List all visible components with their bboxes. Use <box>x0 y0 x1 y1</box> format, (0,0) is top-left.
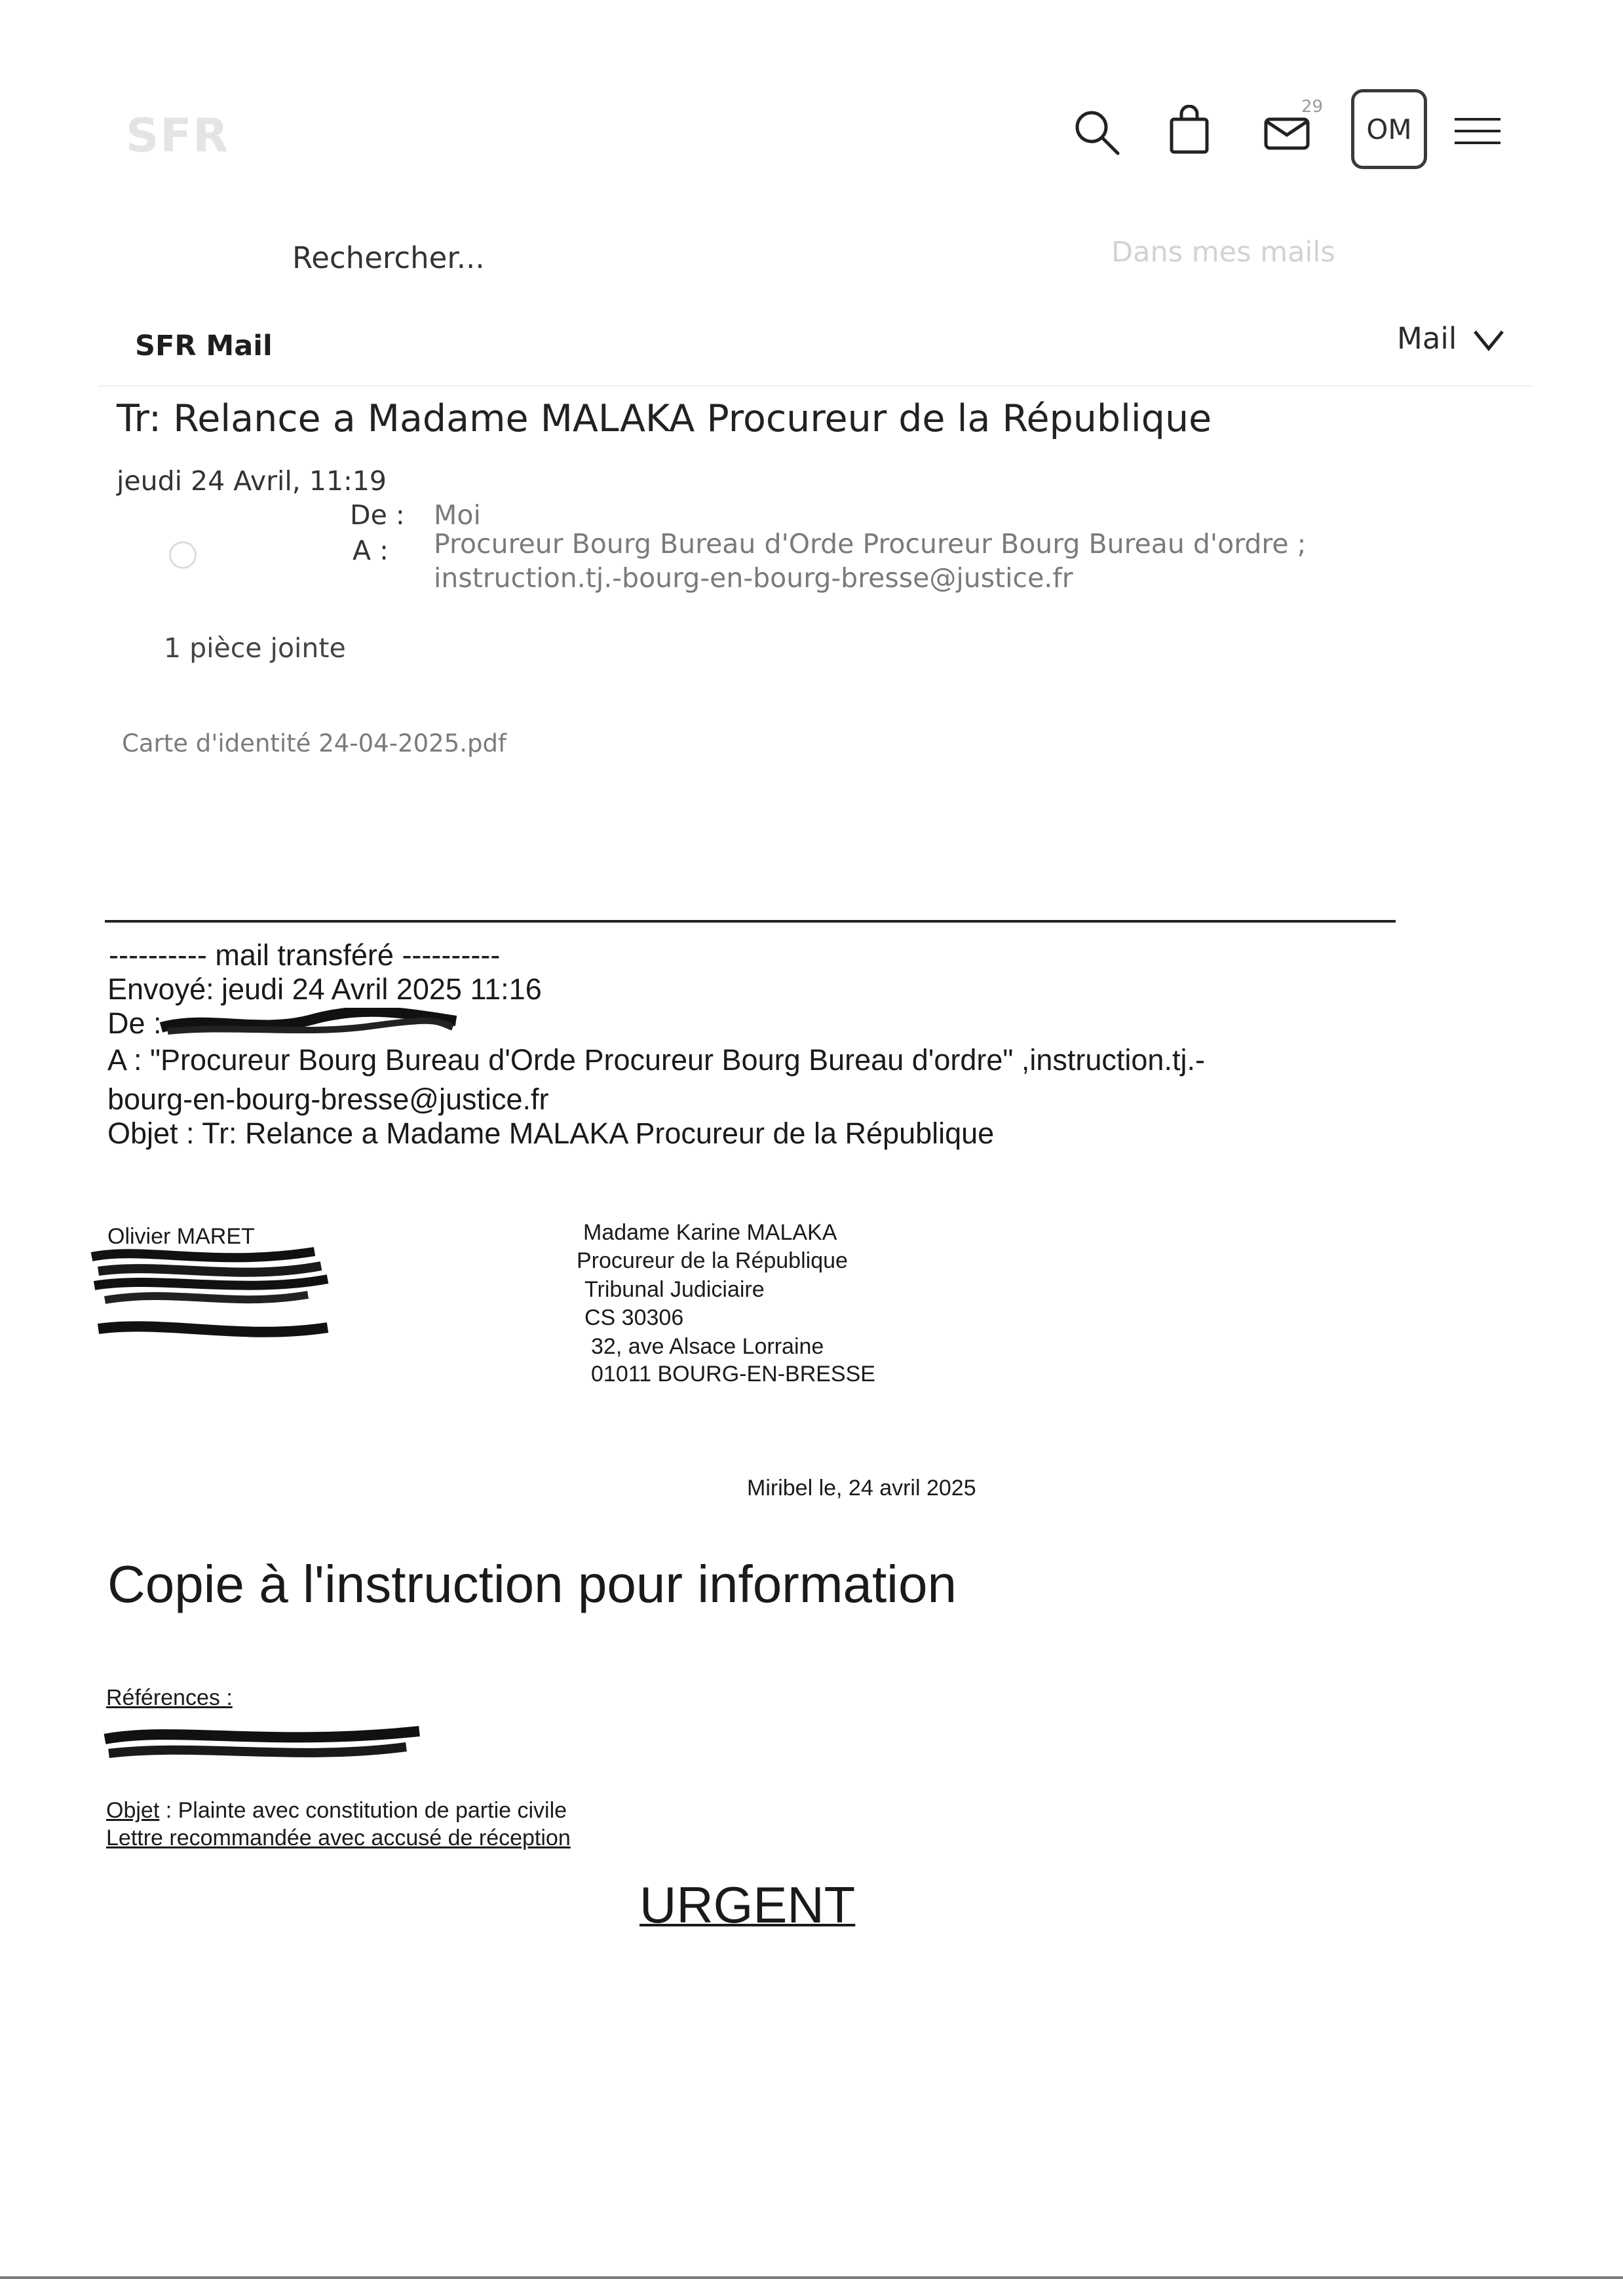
delivery-mode: Lettre recommandée avec accusé de réception <box>106 1826 571 1850</box>
object-line <box>106 1798 567 1824</box>
select-radio[interactable] <box>169 541 197 569</box>
search-input[interactable]: Rechercher... <box>292 240 485 275</box>
letter-heading: Copie à l'instruction pour information <box>107 1555 957 1613</box>
redaction-mark <box>98 1721 426 1773</box>
forward-subject: Objet : Tr: Relance a Madame MALAKA Procureur de la République <box>107 1117 995 1150</box>
object-label: Objet <box>106 1798 160 1823</box>
to-value-line1[interactable]: Procureur Bourg Bureau d'Orde Procureur Bourg Bureau d'ordre ; <box>434 528 1307 560</box>
redaction-mark <box>155 1008 463 1041</box>
forward-sent-label: Envoyé: <box>107 972 214 1006</box>
chevron-down-icon[interactable] <box>1473 329 1504 351</box>
to-label: A : <box>353 535 389 566</box>
forward-sent-value: jeudi 24 Avril 2025 11:16 <box>221 972 542 1006</box>
recipient-line: 01011 BOURG-EN-BRESSE <box>591 1362 875 1387</box>
from-value[interactable]: Moi <box>434 499 481 531</box>
forward-divider <box>105 920 1396 923</box>
mail-icon[interactable] <box>1263 115 1313 152</box>
redaction-mark <box>85 1242 334 1341</box>
shopping-bag-icon[interactable] <box>1169 105 1210 155</box>
forward-from-label: De : <box>107 1006 162 1040</box>
divider <box>98 385 1533 387</box>
search-scope[interactable]: Dans mes mails <box>1111 236 1335 269</box>
mail-section-dropdown[interactable]: Mail <box>1397 321 1457 356</box>
unread-count-badge: 29 <box>1301 97 1324 117</box>
search-icon[interactable] <box>1072 107 1122 157</box>
recipient-line: Procureur de la République <box>577 1248 848 1273</box>
forward-to-line1: A : "Procureur Bourg Bureau d'Orde Procureur Bourg Bureau d'ordre" ,instruction.tj.- <box>107 1043 1205 1077</box>
sfr-logo[interactable]: SFR <box>126 109 230 163</box>
from-label: De : <box>350 499 405 531</box>
attachment-count: 1 pièce jointe <box>164 632 346 664</box>
forward-to-line2: bourg-en-bourg-bresse@justice.fr <box>107 1082 549 1116</box>
recipient-line: Madame Karine MALAKA <box>583 1220 837 1245</box>
to-value-line2[interactable]: instruction.tj.-bourg-en-bourg-bresse@justice.fr <box>434 562 1073 594</box>
avatar[interactable]: OM <box>1351 89 1427 169</box>
attachment-file[interactable]: Carte d'identité 24-04-2025.pdf <box>122 729 506 757</box>
recipient-line: CS 30306 <box>584 1305 684 1330</box>
recipient-line: Tribunal Judiciaire <box>584 1277 765 1302</box>
references-label: Références : <box>106 1685 233 1710</box>
forward-marker: ---------- mail transféré ---------- <box>109 938 501 972</box>
recipient-line: 32, ave Alsace Lorraine <box>591 1334 824 1359</box>
app-name: SFR Mail <box>135 330 273 362</box>
email-subject: Tr: Relance a Madame MALAKA Procureur de la République <box>117 397 1212 440</box>
page-edge <box>0 2276 1623 2279</box>
object-text: : Plainte avec constitution de partie civile <box>159 1798 567 1823</box>
menu-icon[interactable] <box>1453 115 1502 147</box>
urgent-label: URGENT <box>640 1876 856 1934</box>
place-date: Miribel le, 24 avril 2025 <box>747 1476 976 1501</box>
email-date: jeudi 24 Avril, 11:19 <box>117 465 387 497</box>
sender-name: Olivier MARET <box>107 1224 255 1249</box>
